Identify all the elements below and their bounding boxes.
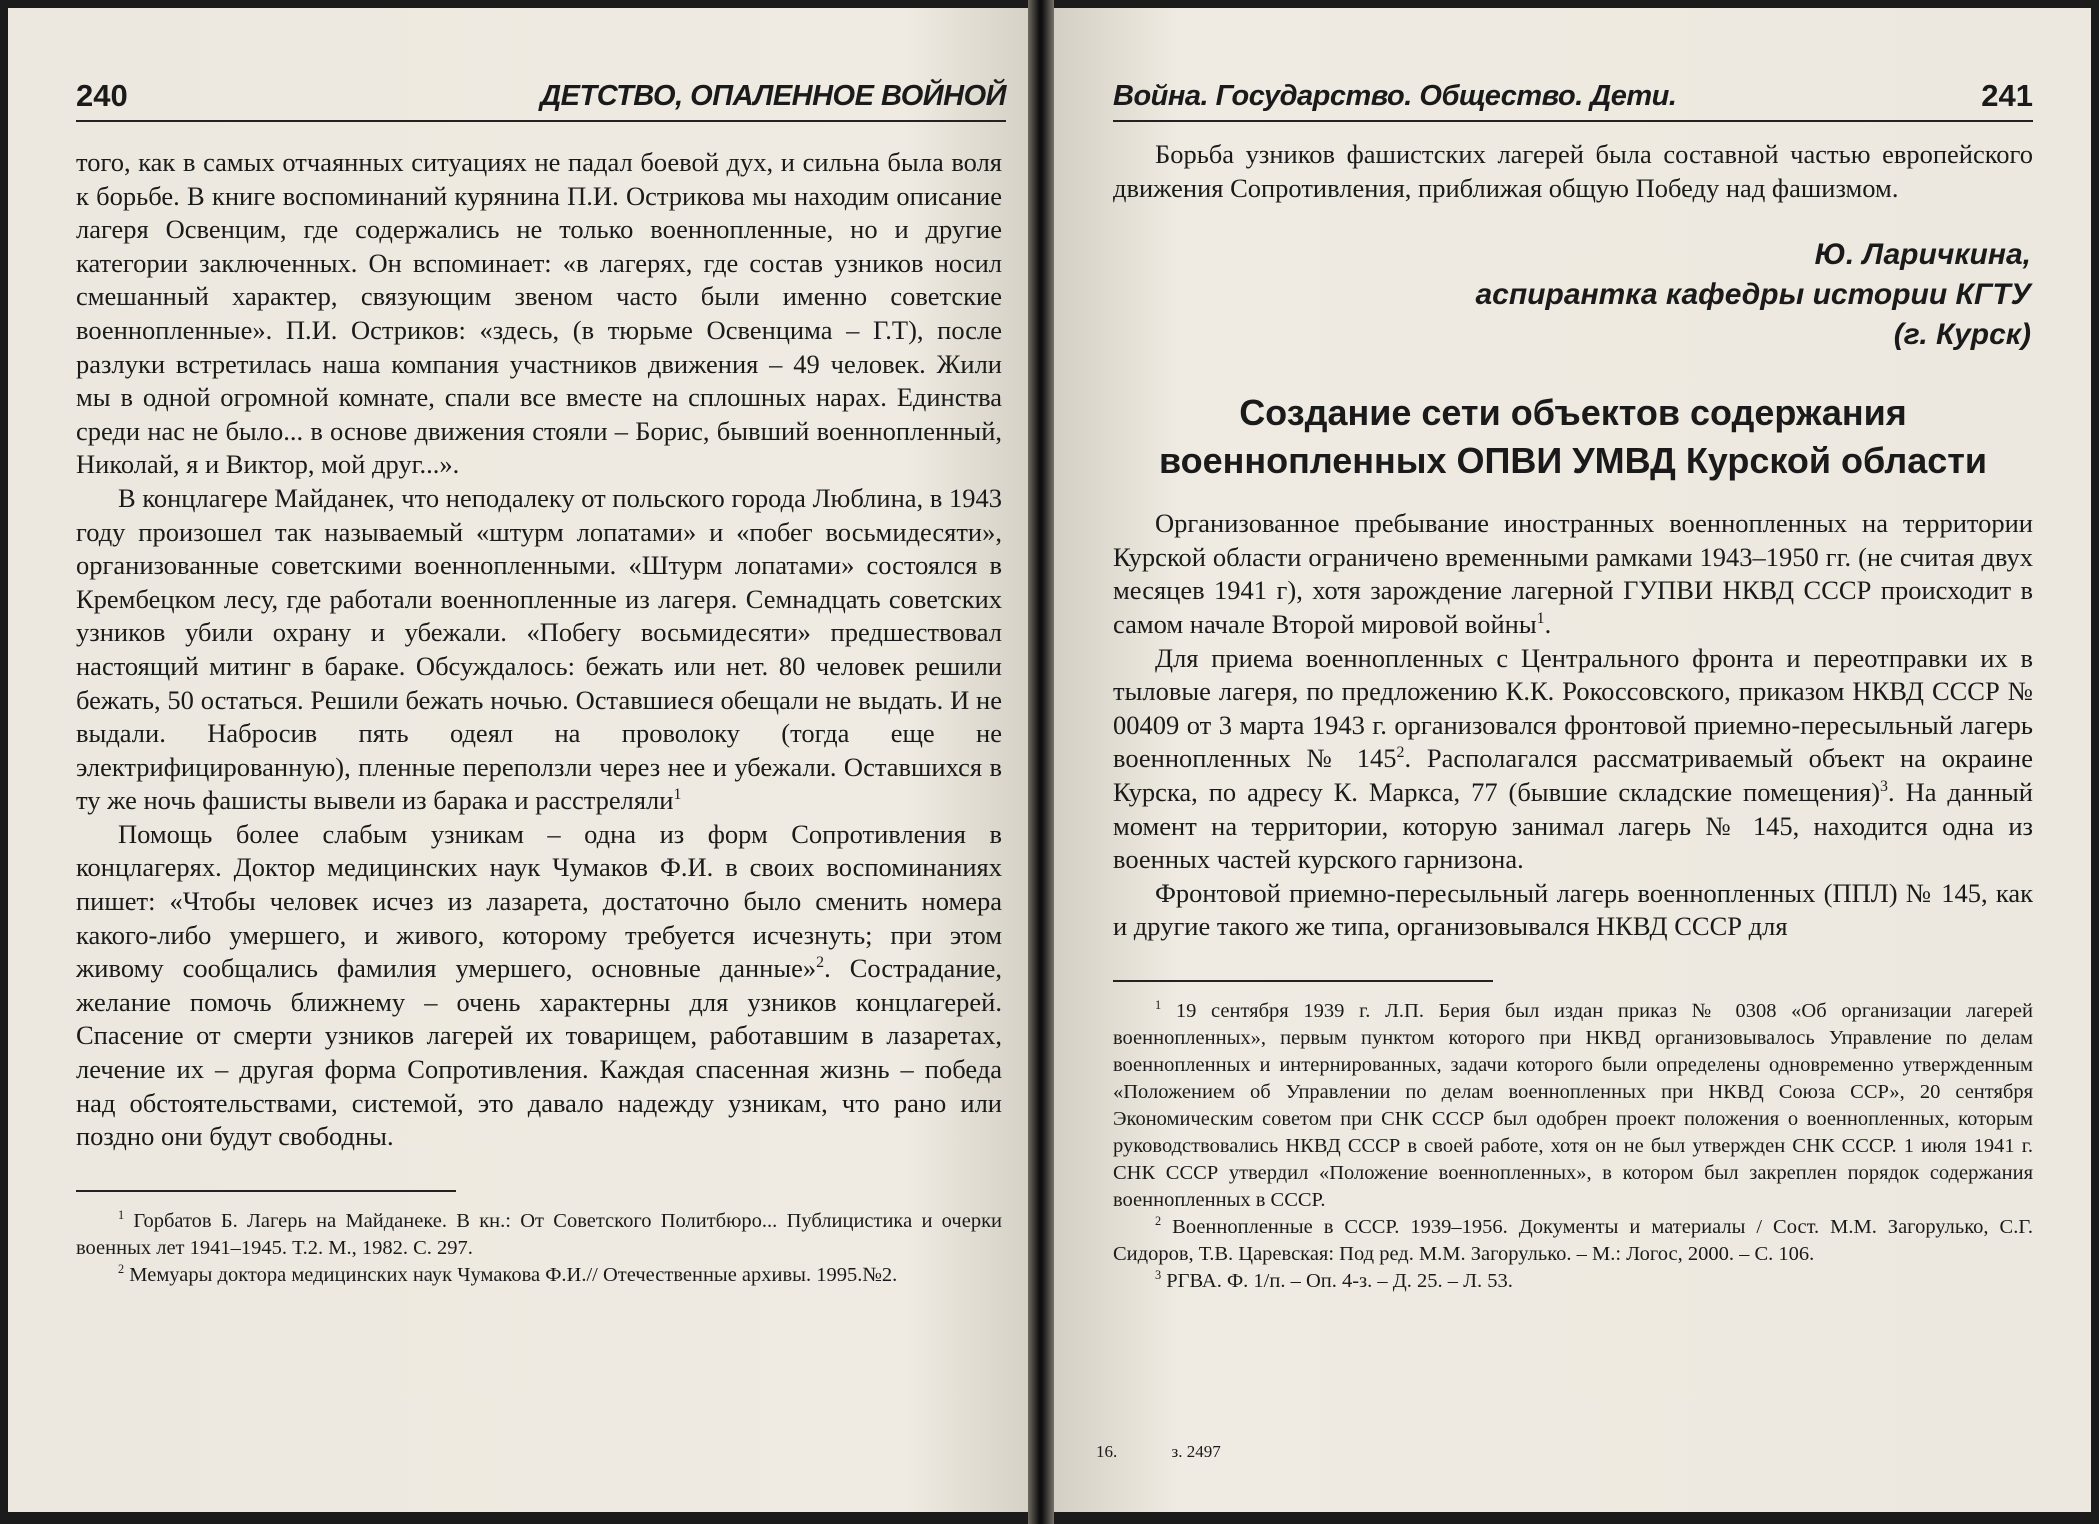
section-title: Создание сети объектов содержания военнопленных ОПВИ УМВД Курской области (1158, 392, 1988, 482)
left-running-head (76, 70, 1006, 122)
paragraph: Борьба узников фашистских лагерей была составной частью европейского движения Сопротивления, приближая общую Победу над фашизмом. (1113, 139, 2033, 203)
author-name: Ю. Ларичкина, (1814, 238, 2031, 272)
footnote-ref: 3 (1880, 778, 1888, 796)
paragraph: Фронтовой приемно-пересыльный лагерь военнопленных (ППЛ) № 145, как и другие такого же типа, организовывался НКВД СССР для (1113, 877, 2033, 942)
footnote: $^2$ Мемуары доктора медицинских наук Чумакова Ф.И.// Отечественные архивы. 1995.№2. (118, 1261, 898, 1286)
footnotes (76, 1208, 1002, 1289)
footnote-ref: 2 (816, 954, 825, 972)
footnote: $^3$ РГВА. Ф. 1/п. – Оп. 4-з. – Д. 25. – Л. 53. (1155, 1268, 1513, 1292)
printers-sheet-mark (1096, 1442, 1271, 1462)
footnote-ref: 1 (673, 786, 682, 804)
footnote: $^1$ 19 сентября 1939 г. Л.П. Берия был издан приказ № 0308 «Об организации лагерей военнопленных», первым пунктом которого при НКВД организовывалось Управление по делам военнопленных и интернированных, задачи которого были определены одновременно утвержденным «Положением об Управлении по делам военнопленных при НКВД Союза ССР», 20 сентября Экономическим советом при СНК СССР был одобрен проект положения о военнопленных, которым руководствовались НКВД СССР в своей работе, хотя он не был утвержден СНК СССР. 1 июля 1941 г. СНК СССР утвердил «Положение военнопленных», в котором был закреплен порядок содержания военнопленных в СССР. (1113, 998, 2033, 1211)
footnote-divider (1113, 980, 1493, 982)
footnotes (1113, 998, 2033, 1295)
left-page (8, 8, 1028, 1512)
footnote-divider (76, 1190, 456, 1192)
paragraph: Для приема военнопленных с Центрального фронта и переотправки их в тыловые лагеря, по предложению К.К. Рокоссовского, приказом НКВД СССР № 00409 от 3 марта 1943 г. организовался фронтовой приемно-пересыльный лагерь военнопленных № $145^2$. Располагался рассматриваемый объект на окраине Курска, по адресу К. Маркса, 77 (бывшие складские помещения)$^3$. На данный момент на территории, которую занимал лагерь № 145, находится одна из военных частей курского гарнизона. (1113, 642, 2034, 875)
running-title: ДЕТСТВО, ОПАЛЕННОЕ ВОЙНОЙ (540, 80, 1006, 112)
book-gutter (1028, 0, 1054, 1524)
right-page (1054, 8, 2091, 1512)
author-signature (1113, 235, 2033, 355)
paragraph: Помощь более слабым узникам – одна из форм Сопротивления в концлагерях. Доктор медицинских наук Чумаков Ф.И. в своих воспоминаниях пишет: «Чтобы человек исчез из лазарета, достаточно было сменить номера какого-либо умершего, и живого, которому требуется исчезнуть; при этом живому сообщались фамилия умершего, основные данные»$^2$. Сострадание, желание помочь ближнему – очень характерны для узников концлагерей. Спасение от смерти узников лагерей их товарищем, работавшим в лазаретах, лечение их – другая форма Сопротивления. Каждая спасенная жизнь – победа над обстоятельствами, системой, это давало надежду узникам, что рано или поздно они будут свободны. (76, 818, 1003, 1152)
footnote: $^2$ Военнопленные в СССР. 1939–1956. Документы и материалы / Сост. М.М. Загорулько, С.Г. Сидоров, Т.В. Царевская: Под ред. М.М. Загорулько. – М.: Логос, 2000. – С. 106. (1113, 1214, 2033, 1265)
signature-number: 16. (1096, 1442, 1118, 1461)
page-number: 241 (1981, 78, 2033, 113)
right-running-head (1113, 70, 2033, 122)
author-city: (г. Курск) (1893, 318, 2031, 352)
footnote-ref: 2 (1396, 744, 1405, 762)
running-title: Война. Государство. Общество. Дети. (1113, 80, 1677, 112)
paragraph: Организованное пребывание иностранных военнопленных на территории Курской области ограничено временными рамками 1943–1950 гг. (не считая двух месяцев 1941 г), хотя зарождение лагерной ГУПВИ НКВД СССР происходит в самом начале Второй мировой войны$^1$. (1113, 508, 2033, 639)
left-body-text (76, 146, 1002, 1289)
paragraph: В концлагере Майданек, что неподалеку от польского города Люблина, в 1943 году произошел так называемый «штурм лопатами» и «побег восьмидесяти», организованные советскими военнопленными. «Штурм лопатами» состоялся в Крембецком лесу, где работали военнопленные из лагеря. Семнадцать советских узников убили охрану и убежали. «Побегу восьмидесяти» предшествовал настоящий митинг в бараке. Обсуждалось: бежать или нет. 80 человек решили бежать, 50 остаться. Решили бежать ночью. Оставшиеся обещали не выдать. И не выдали. Набросив пять одеял на проволоку (тогда еще не электрифицированную), пленные переползли через нее и убежали. Оставшихся в ту же ночь фашисты вывели из барака и расстреляли$^1$ (76, 482, 1002, 816)
footnote: $^1$ Горбатов Б. Лагерь на Майданеке. В кн.: От Советского Политбюро... Публицистика и очерки военных лет 1941–1945. Т.2. М., 1982. С. 297. (76, 1207, 1002, 1259)
author-position: аспирантка кафедры истории КГТУ (1475, 278, 2031, 312)
right-body-text (1113, 138, 2033, 1295)
footnote-ref: 1 (1536, 610, 1545, 628)
order-number: з. 2497 (1171, 1442, 1221, 1461)
page-number: 240 (76, 78, 128, 113)
paragraph: того, как в самых отчаянных ситуациях не падал боевой дух, и сильна была воля к борьбе. В книге воспоминаний курянина П.И. Острикова мы находим описание лагеря Освенцим, где содержались не только военнопленные, но и другие категории заключенных. Он вспоминает: «в лагерях, где состав узников носил смешанный характер, связующим звеном часто были именно советские военнопленные». П.И. Остриков: «здесь, (в тюрьме Освенцима – Г.Т), после разлуки встретилась наша компания участников движения – 49 человек. Жили мы в одной огромной комнате, спали все вместе на сплошных нарах. Единства среди нас не было... в основе движения стояли – Борис, бывший военнопленный, Николай, я и Виктор, мой друг...». (76, 147, 1002, 480)
